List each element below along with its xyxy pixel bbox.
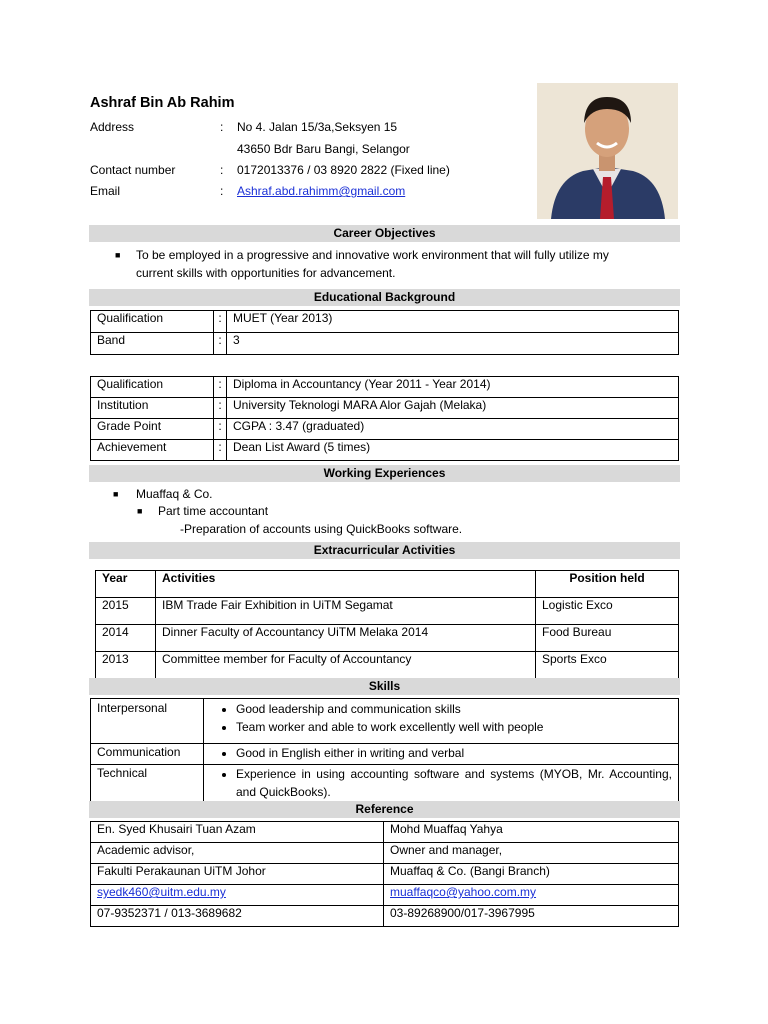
achievement-value: Dean List Award (5 times) (227, 440, 679, 461)
square-bullet-icon: ■ (115, 250, 121, 260)
table-row (91, 822, 679, 843)
email-label: Email (90, 184, 121, 198)
reference-left-org: Fakulti Perakaunan UiTM Johor (91, 864, 384, 885)
interpersonal-label: Interpersonal (91, 699, 204, 744)
table-row (96, 598, 679, 625)
skills-heading: Skills (89, 678, 680, 695)
table-row (96, 652, 679, 679)
grade-point-value: CGPA : 3.47 (graduated) (227, 419, 679, 440)
reference-right-email-link[interactable]: muaffaqco@yahoo.com.my (390, 885, 537, 899)
reference-left-email-link[interactable]: syedk460@uitm.edu.my (97, 885, 226, 899)
activity-year: 2013 (96, 652, 156, 679)
table-colon: : (214, 377, 227, 398)
table-row (91, 843, 679, 864)
skills-table (90, 698, 679, 802)
technical-label: Technical (91, 765, 204, 802)
work-task: -Preparation of accounts using QuickBooks software. (180, 522, 463, 536)
extracurricular-heading: Extracurricular Activities (89, 542, 680, 559)
table-row (91, 864, 679, 885)
reference-right-org: Muaffaq & Co. (Bangi Branch) (384, 864, 679, 885)
career-objective-line2: current skills with opportunities for advancement. (136, 266, 396, 280)
diploma-qualification-label: Qualification (91, 377, 214, 398)
reference-right-role: Owner and manager, (384, 843, 679, 864)
email-link[interactable]: Ashraf.abd.rahimm@gmail.com (237, 184, 406, 198)
interpersonal-skill-2: • Team worker and able to work excellently well with people (236, 718, 672, 736)
activity-name: Dinner Faculty of Accountancy UiTM Melaka 2014 (156, 625, 536, 652)
contact-label: Contact number (90, 163, 176, 177)
muet-qualification-value: MUET (Year 2013) (227, 311, 679, 333)
activity-name: IBM Trade Fair Exhibition in UiTM Segamat (156, 598, 536, 625)
table-row (91, 885, 679, 906)
technical-skill-1: • Experience in using accounting software and systems (MYOB, Mr. Accounting, and QuickBooks). (236, 765, 672, 801)
activity-name: Committee member for Faculty of Accountancy (156, 652, 536, 679)
muet-band-label: Band (91, 333, 214, 355)
table-colon: : (214, 419, 227, 440)
diploma-qualification-value: Diploma in Accountancy (Year 2011 - Year 2014) (227, 377, 679, 398)
reference-heading: Reference (89, 801, 680, 818)
table-row (91, 311, 679, 333)
column-header-activities: Activities (156, 571, 536, 598)
address-line1: No 4. Jalan 15/3a,Seksyen 15 (237, 120, 398, 134)
applicant-name: Ashraf Bin Ab Rahim (90, 95, 235, 111)
achievement-label: Achievement (91, 440, 214, 461)
table-row (91, 906, 679, 927)
table-row (91, 398, 679, 419)
profile-photo-illustration (537, 83, 678, 219)
communication-label: Communication (91, 744, 204, 765)
grade-point-label: Grade Point (91, 419, 214, 440)
work-role: Part time accountant (158, 504, 269, 518)
activity-position: Logistic Exco (536, 598, 679, 625)
reference-right-name: Mohd Muaffaq Yahya (384, 822, 679, 843)
column-header-position: Position held (536, 571, 679, 598)
reference-left-name: En. Syed Khusairi Tuan Azam (91, 822, 384, 843)
interpersonal-skills (204, 699, 679, 744)
table-row (91, 333, 679, 355)
square-bullet-icon: ■ (113, 489, 119, 499)
reference-table (90, 821, 679, 927)
working-experiences-heading: Working Experiences (89, 465, 680, 482)
address-line2: 43650 Bdr Baru Bangi, Selangor (237, 142, 410, 156)
education-heading: Educational Background (89, 289, 680, 306)
email-colon: : (220, 184, 224, 198)
contact-colon: : (220, 163, 224, 177)
table-colon: : (214, 398, 227, 419)
address-colon: : (220, 120, 224, 134)
profile-photo (537, 83, 678, 219)
table-colon: : (214, 440, 227, 461)
activity-position: Sports Exco (536, 652, 679, 679)
table-row (96, 625, 679, 652)
contact-value: 0172013376 / 03 8920 2822 (Fixed line) (237, 163, 450, 177)
interpersonal-skill-1: • Good leadership and communication skills (236, 700, 672, 718)
communication-skills (204, 744, 679, 765)
table-colon: : (214, 333, 227, 355)
education-table-diploma (90, 376, 679, 461)
column-header-year: Year (96, 571, 156, 598)
work-company: Muaffaq & Co. (136, 487, 213, 501)
reference-left-phone: 07-9352371 / 013-3689682 (91, 906, 384, 927)
extracurricular-table (95, 570, 679, 679)
reference-right-phone: 03-89268900/017-3967995 (384, 906, 679, 927)
education-table-muet (90, 310, 679, 355)
table-row (91, 699, 679, 744)
reference-left-role: Academic advisor, (91, 843, 384, 864)
table-row (91, 377, 679, 398)
career-objective-line1: To be employed in a progressive and innovative work environment that will fully utilize my (136, 248, 609, 262)
communication-skill-1: • Good in English either in writing and verbal (236, 744, 672, 762)
address-label: Address (90, 120, 135, 134)
table-row (91, 440, 679, 461)
table-row (91, 765, 679, 802)
table-row (91, 744, 679, 765)
table-colon: : (214, 311, 227, 333)
table-row (96, 571, 679, 598)
activity-position: Food Bureau (536, 625, 679, 652)
institution-label: Institution (91, 398, 214, 419)
career-objectives-heading: Career Objectives (89, 225, 680, 242)
square-bullet-icon: ■ (137, 506, 143, 516)
activity-year: 2014 (96, 625, 156, 652)
muet-band-value: 3 (227, 333, 679, 355)
institution-value: University Teknologi MARA Alor Gajah (Melaka) (227, 398, 679, 419)
muet-qualification-label: Qualification (91, 311, 214, 333)
table-row (91, 419, 679, 440)
reference-left-email-cell (91, 885, 384, 906)
activity-year: 2015 (96, 598, 156, 625)
reference-right-email-cell (384, 885, 679, 906)
technical-skills (204, 765, 679, 802)
